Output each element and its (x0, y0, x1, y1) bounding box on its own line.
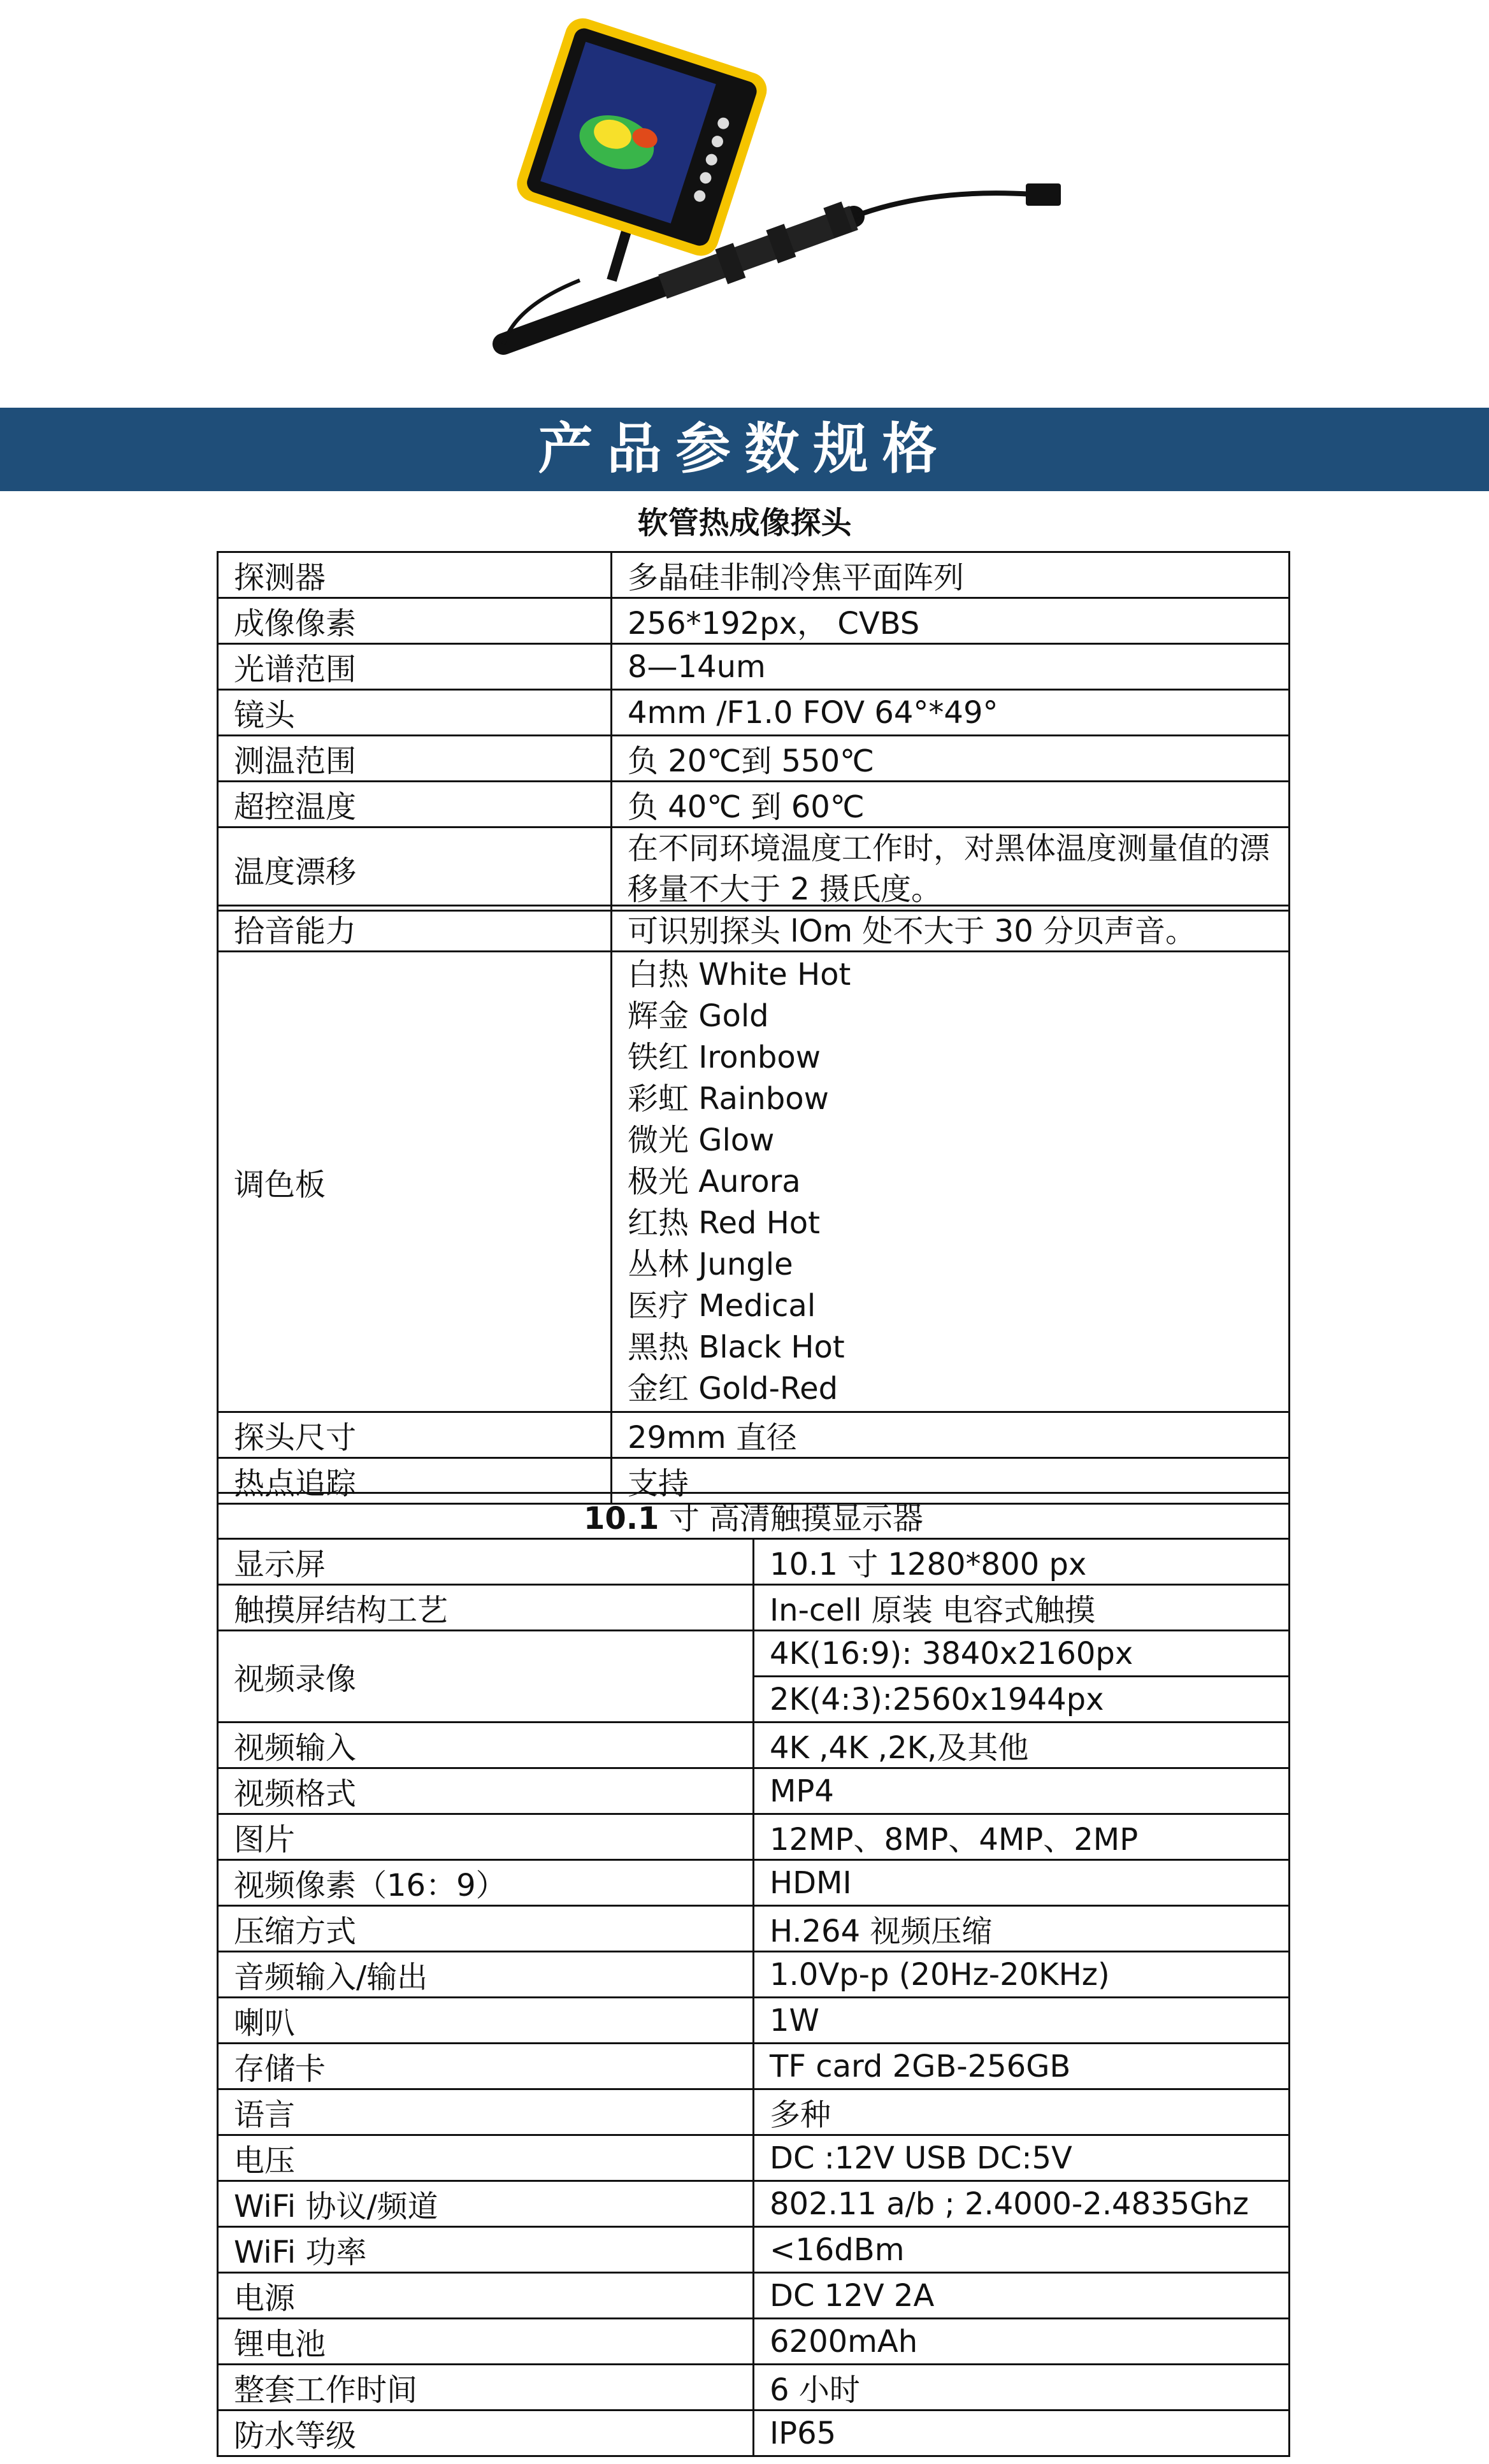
spec-value: 可识别探头 lOm 处不大于 30 分贝声音。 (612, 906, 1290, 952)
palette-option: 铁红 Ironbow (628, 1039, 821, 1075)
spec-value: 802.11 a/b ; 2.4000-2.4835Ghz (754, 2181, 1290, 2227)
spec-label: 锂电池 (218, 2319, 754, 2365)
spec-label: 音频输入/输出 (218, 1952, 754, 1998)
spec-label: 喇叭 (218, 1998, 754, 2044)
spec-label: 存储卡 (218, 2044, 754, 2089)
spec-label: 光谱范围 (218, 644, 612, 690)
table-row (218, 1998, 1290, 2044)
table-row (218, 1631, 1290, 1677)
spec-label: 探测器 (218, 552, 612, 598)
table-row (218, 2089, 1290, 2135)
palette-option: 极光 Aurora (628, 1163, 801, 1200)
spec-label: 拾音能力 (218, 906, 612, 952)
table-row (218, 2273, 1290, 2319)
table-row (218, 644, 1290, 690)
display-title: 寸 高清触摸显示器 (659, 1501, 923, 1536)
table-row (218, 2410, 1290, 2456)
spec-value: 4mm /F1.0 FOV 64°*49° (612, 690, 1290, 736)
spec-value: 1W (754, 1998, 1290, 2044)
spec-label: 成像像素 (218, 598, 612, 644)
palette-option: 辉金 Gold (628, 998, 769, 1034)
palette-option: 微光 Glow (628, 1122, 775, 1158)
spec-value: 4K(16:9): 3840x2160px (754, 1631, 1290, 1677)
spec-value: HDMI (754, 1860, 1290, 1906)
palette-option: 彩虹 Rainbow (628, 1080, 829, 1117)
spec-label: 视频格式 (218, 1768, 754, 1814)
spec-label: 超控温度 (218, 782, 612, 827)
table-row (218, 2044, 1290, 2089)
spec-value: 负 40℃ 到 60℃ (612, 782, 1290, 827)
probe-cable (854, 193, 1032, 217)
spec-value: 负 20℃到 550℃ (612, 736, 1290, 782)
spec-label: 压缩方式 (218, 1906, 754, 1952)
table-row (218, 2227, 1290, 2273)
section-banner: 产品参数规格 (0, 408, 1489, 491)
spec-value: 6200mAh (754, 2319, 1290, 2365)
display-size: 10.1 (584, 1501, 659, 1536)
table-row (218, 952, 1290, 1412)
spec-value: 8—14um (612, 644, 1290, 690)
spec-value: 256*192px， CVBS (612, 598, 1290, 644)
spec-label: 防水等级 (218, 2410, 754, 2456)
table-row (218, 1723, 1290, 1768)
spec-value: 12MP、8MP、4MP、2MP (754, 1814, 1290, 1860)
table-row (218, 690, 1290, 736)
spec-value: 支持 (612, 1458, 1290, 1504)
spec-label: 整套工作时间 (218, 2365, 754, 2410)
spec-value: H.264 视频压缩 (754, 1906, 1290, 1952)
table-row (218, 1412, 1290, 1458)
display-spec-table (217, 1492, 1290, 2457)
spec-label: 视频输入 (218, 1723, 754, 1768)
table-row (218, 1585, 1290, 1631)
spec-label: 探头尺寸 (218, 1412, 612, 1458)
spec-label: 测温范围 (218, 736, 612, 782)
table-row (218, 1952, 1290, 1998)
spec-label: 热点追踪 (218, 1458, 612, 1504)
spec-value: MP4 (754, 1768, 1290, 1814)
table-row (218, 2319, 1290, 2365)
table-row (218, 2135, 1290, 2181)
palette-option: 白热 White Hot (628, 956, 851, 992)
monitor (512, 13, 772, 260)
spec-label: 镜头 (218, 690, 612, 736)
spec-label: WiFi 协议/频道 (218, 2181, 754, 2227)
spec-label: 语言 (218, 2089, 754, 2135)
spec-value: 1.0Vp-p (20Hz-20KHz) (754, 1952, 1290, 1998)
table-row (218, 906, 1290, 952)
table-row (218, 1768, 1290, 1814)
spec-label: 触摸屏结构工艺 (218, 1585, 754, 1631)
spec-value: 6 小时 (754, 2365, 1290, 2410)
spec-value: <16dBm (754, 2227, 1290, 2273)
palette-option: 医疗 Medical (628, 1287, 816, 1324)
spec-label: 调色板 (218, 952, 612, 1412)
palette-options (612, 952, 1290, 1412)
table-row (218, 1814, 1290, 1860)
spec-value: 多种 (754, 2089, 1290, 2135)
spec-value: TF card 2GB-256GB (754, 2044, 1290, 2089)
table-row (218, 2365, 1290, 2410)
spec-value: 29mm 直径 (612, 1412, 1290, 1458)
spec-label: 视频像素（16：9） (218, 1860, 754, 1906)
table-row (218, 1539, 1290, 1585)
table-row (218, 2181, 1290, 2227)
palette-option: 丛林 Jungle (628, 1246, 793, 1282)
spec-value: DC :12V USB DC:5V (754, 2135, 1290, 2181)
spec-value: DC 12V 2A (754, 2273, 1290, 2319)
table-row (218, 1906, 1290, 1952)
table-row (218, 736, 1290, 782)
palette-option: 红热 Red Hot (628, 1205, 820, 1241)
spec-label: 图片 (218, 1814, 754, 1860)
palette-option: 金红 Gold-Red (628, 1370, 838, 1407)
probe-spec-table (217, 551, 1290, 912)
spec-value: 4K ,4K ,2K,及其他 (754, 1723, 1290, 1768)
table-row (218, 827, 1290, 911)
spec-label: 温度漂移 (218, 827, 612, 911)
spec-label: 电源 (218, 2273, 754, 2319)
spec-label: WiFi 功率 (218, 2227, 754, 2273)
table-row (218, 552, 1290, 598)
spec-value: 在不同环境温度工作时，对黑体温度测量值的漂移量不大于 2 摄氏度。 (612, 827, 1290, 911)
product-photo (471, 13, 1070, 369)
spec-value: IP65 (754, 2410, 1290, 2456)
spec-label: 视频录像 (218, 1631, 754, 1723)
palette-option: 黑热 Black Hot (628, 1329, 845, 1365)
table-subtitle: 软管热成像探头 (637, 505, 852, 541)
table-row (218, 1493, 1290, 1539)
spec-value: 多晶硅非制冷焦平面阵列 (612, 552, 1290, 598)
table-row (218, 1860, 1290, 1906)
spec-value: In-cell 原装 电容式触摸 (754, 1585, 1290, 1631)
spec-label: 电压 (218, 2135, 754, 2181)
display-section-header (218, 1493, 1290, 1539)
table-row (218, 598, 1290, 644)
feature-spec-table (217, 905, 1290, 1505)
spec-label: 显示屏 (218, 1539, 754, 1585)
probe-head (1026, 183, 1061, 206)
table-row (218, 782, 1290, 827)
spec-value: 10.1 寸 1280*800 px (754, 1539, 1290, 1585)
spec-value: 2K(4:3):2560x1944px (754, 1677, 1290, 1723)
